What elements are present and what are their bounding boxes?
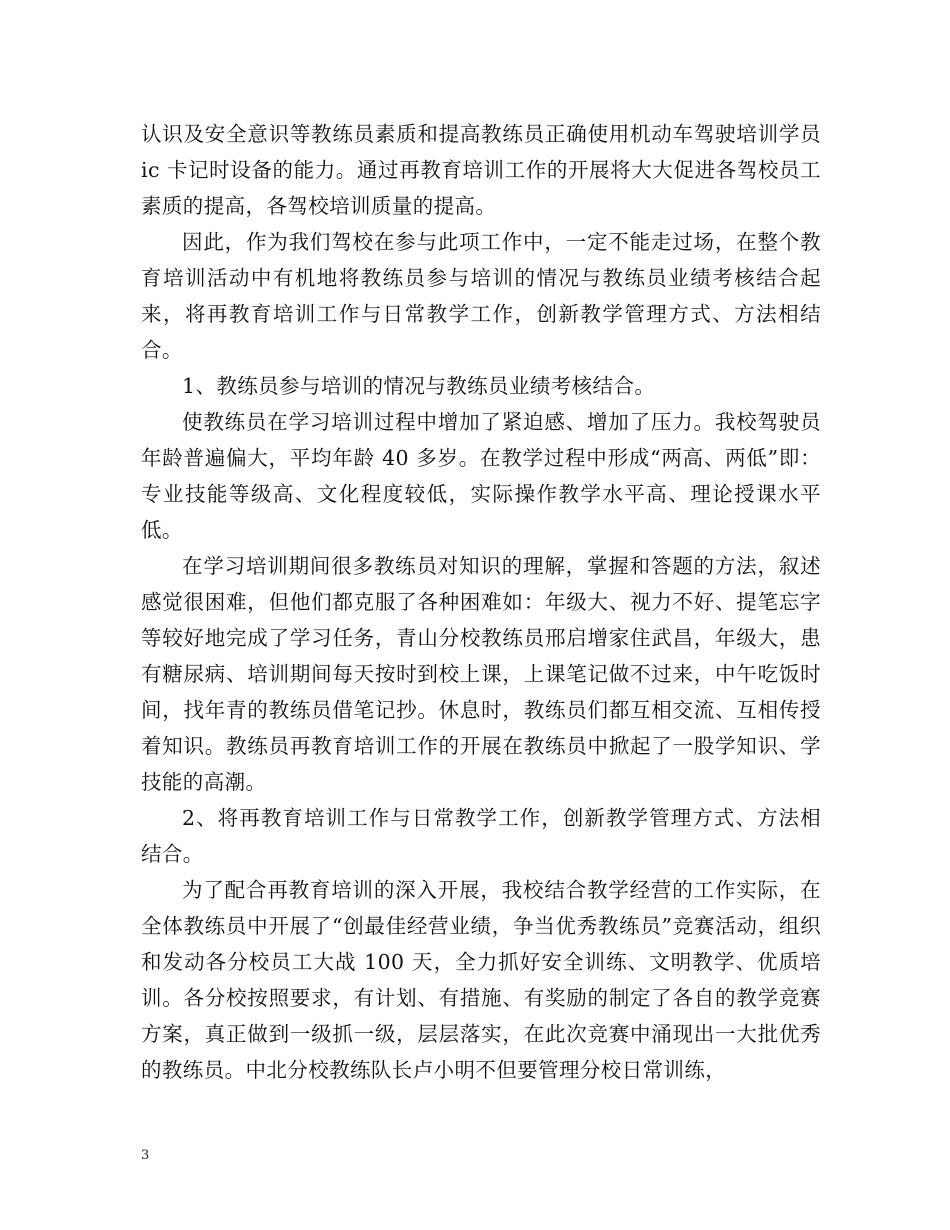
document-body bbox=[141, 116, 821, 1088]
section-heading-2: 2、将再教育培训工作与日常教学工作，创新教学管理方式、方法相结合。 bbox=[141, 806, 821, 866]
paragraph-competition: 为了配合再教育培训的深入开展，我校结合教学经营的工作实际，在全体教练员中开展了“创最佳经营业绩，争当优秀教练员”竞赛活动，组织和发动各分校员工大战 100 天，全力抓好安全训练、文明教学、优质培训。各分校按照要求，有计划、有措施、有奖励的制定了各自的教学竞赛方案，真正做到一级抓一级，层层落实，在此次竞赛中涌现出一大批优秀的教练员。中北分校教练队长卢小明不但要管理分校日常训练， bbox=[141, 878, 821, 1082]
page-number: 3 bbox=[141, 1148, 150, 1163]
paragraph-continuation: 认识及安全意识等教练员素质和提高教练员正确使用机动车驾驶培训学员 ic 卡记时设备的能力。通过再教育培训工作的开展将大大促进各驾校员工素质的提高，各驾校培训质量的提高。 bbox=[141, 122, 821, 218]
paragraph-therefore: 因此，作为我们驾校在参与此项工作中，一定不能走过场，在整个教育培训活动中有机地将教练员参与培训的情况与教练员业绩考核结合起来，将再教育培训工作与日常教学工作，创新教学管理方式、方法相结合。 bbox=[141, 230, 821, 362]
section-heading-1: 1、教练员参与培训的情况与教练员业绩考核结合。 bbox=[182, 374, 656, 398]
paragraph-difficulties: 在学习培训期间很多教练员对知识的理解，掌握和答题的方法，叙述感觉很困难，但他们都克服了各种困难如：年级大、视力不好、提笔忘字等较好地完成了学习任务，青山分校教练员邢启增家住武昌，年级大，患有糖尿病、培训期间每天按时到校上课，上课笔记做不过来，中午吃饭时间，找年青的教练员借笔记抄。休息时，教练员们都互相交流、互相传授着知识。教练员再教育培训工作的开展在教练员中掀起了一股学知识、学技能的高潮。 bbox=[141, 554, 821, 794]
paragraph-pressure: 使教练员在学习培训过程中增加了紧迫感、增加了压力。我校驾驶员年龄普遍偏大，平均年龄 40 多岁。在教学过程中形成“两高、两低”即：专业技能等级高、文化程度较低，实际操作教学水平高、理论授课水平低。 bbox=[141, 410, 821, 542]
